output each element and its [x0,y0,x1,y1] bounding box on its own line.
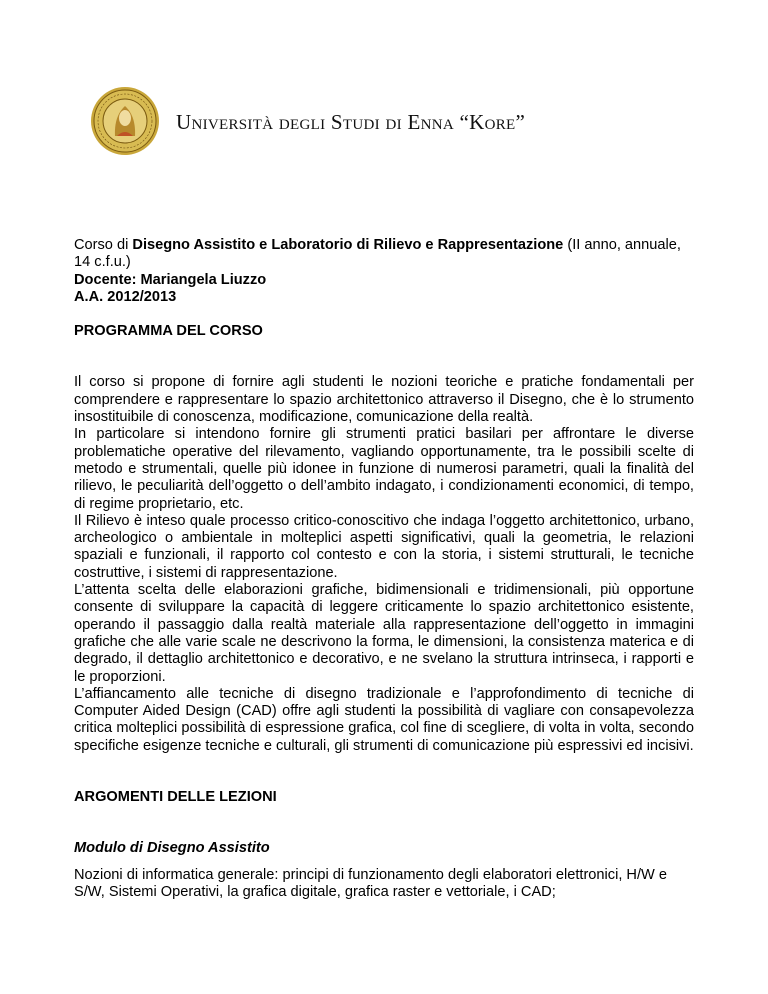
course-details: (II anno, annuale, 14 c.f.u.) [74,237,681,271]
program-heading: PROGRAMMA DEL CORSO [74,323,263,340]
document-header [90,86,570,156]
course-info [74,237,694,272]
program-paragraph: L’affiancamento alle tecniche di disegno tradizionale e l’approfondimento di tecniche di Computer Aided Design (CAD) offre agli studenti la possibilità di vagliare con consapevolezza critica molteplici possibilità di espressione grafica, col fine di scegliere, di volta in volta, secondo specifiche esigenze tecniche e culturali, gli strumenti di comunicazione più espressivi ed incisivi. [74,685,694,754]
program-paragraph: In particolare si intendono fornire gli strumenti pratici basilari per affrontare le diverse problematiche operative del rilevamento, vagliando opportunamente, tra le possibili scelte di metodo e strumentali, quelle più idonee in funzione di numerosi parametri, quali la finalità del rilievo, le peculiarità dell’oggetto o dell’ambito indagato, i condizionamenti economici, di tempo, di regime proprietario, etc. [74,426,694,512]
program-paragraph: Il corso si propone di fornire agli studenti le nozioni teoriche e pratiche fondamentali per comprendere e rappresentare lo spazio architettonico attraverso il Disegno, che è lo strumento insostituibile di conoscenza, modificazione, comunicazione della realtà. [74,374,694,426]
program-paragraph: Il Rilievo è inteso quale processo critico-conoscitivo che indaga l’oggetto architettonico, urbano, archeologico o ambientale in molteplici aspetti significativi, quali la geometria, le relazioni spaziali e funzionali, il rapporto col contesto e con la storia, i sistemi strutturali, le tecniche costruttive, i sistemi di rappresentazione. [74,512,694,581]
course-teacher: Docente: Mariangela Liuzzo [74,271,267,288]
course-prefix: Corso di [74,237,133,253]
document-body [74,237,694,901]
lessons-heading: ARGOMENTI DELLE LEZIONI [74,789,277,806]
module-text: Nozioni di informatica generale: principi di funzionamento degli elaboratori elettronici, H/W e S/W, Sistemi Operativi, la grafica digitale, grafica raster e vettoriale, i CAD; [74,866,667,900]
university-name: Università degli Studi di Enna “Kore” [176,110,526,134]
academic-year: A.A. 2012/2013 [74,288,177,305]
university-seal-logo [90,86,160,156]
course-name: Disegno Assistito e Laboratorio di Rilievo e Rappresentazione [132,237,564,253]
program-paragraph: L’attenta scelta delle elaborazioni grafiche, bidimensionali e tridimensionali, più opportune consente di sviluppare la capacità di leggere criticamente lo spazio architettonico esistente, operando il passaggio dalla realtà materiale alla rappresentazione dell’oggetto in immagini grafiche che alle varie scale ne descrivono la forma, le dimensioni, la consistenza materica e di degrado, il dettaglio architettonico e decorativo, e ne svelano la struttura intrinseca, i rapporti e le proporzioni. [74,582,694,685]
module-title: Modulo di Disegno Assistito [74,840,270,857]
